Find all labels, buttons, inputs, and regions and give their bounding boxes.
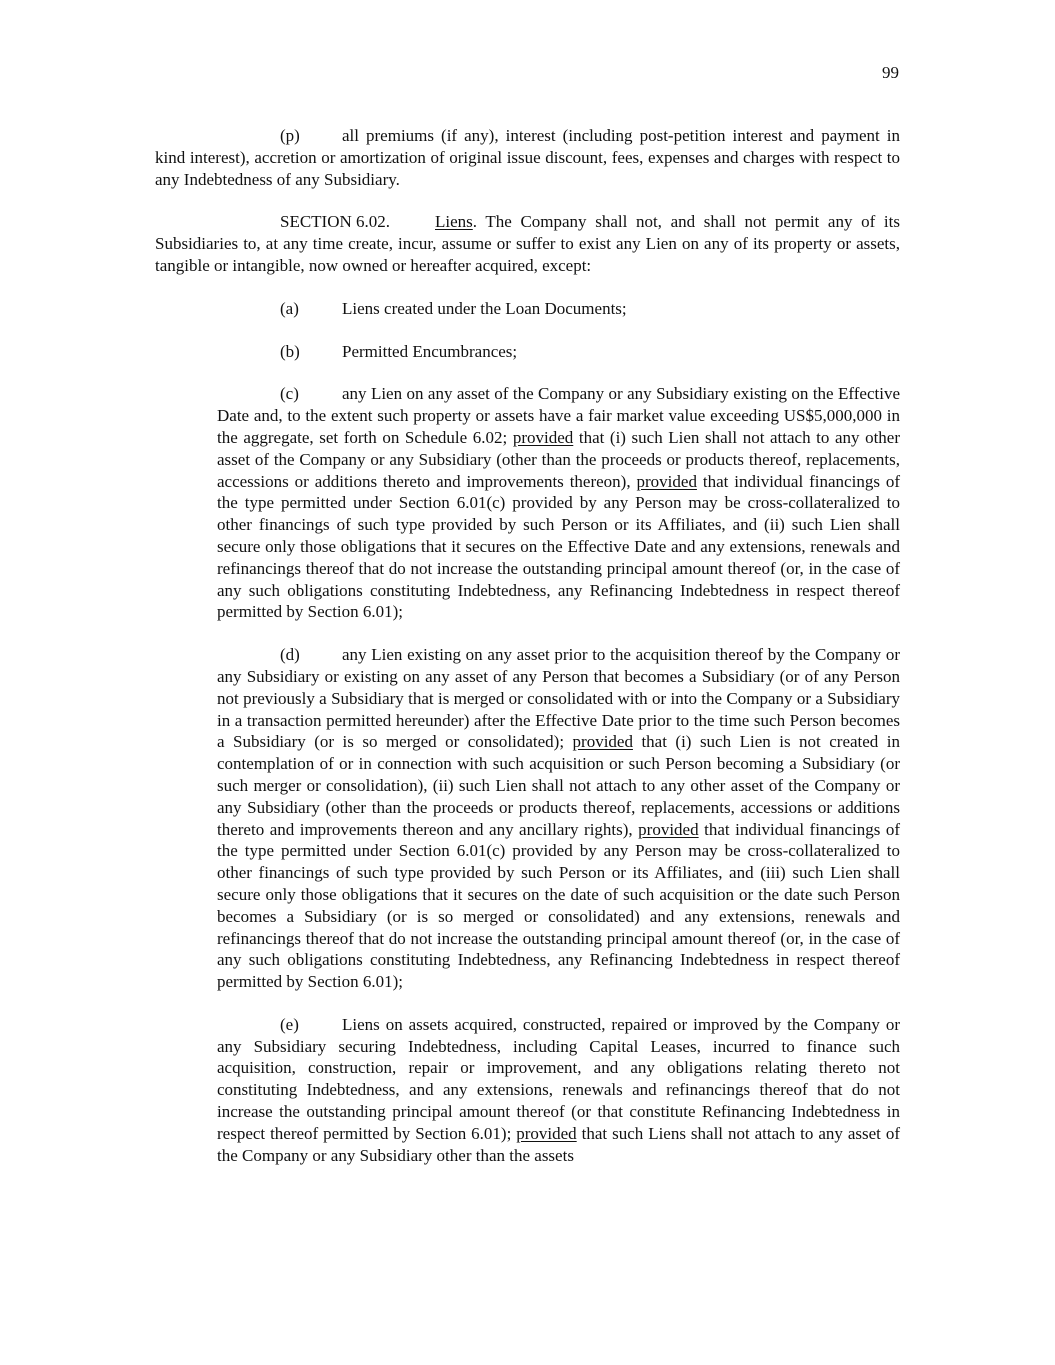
clause-e-text-2: that such Liens shall not attach to any asset of the Company or any Subsidiary other than the assets [217,1123,900,1165]
clause-d-text-1: any Lien existing on any asset prior to the acquisition thereof by the Company or any Subsidiary or existing on any asset of any Person that becomes a Subsidiary (or of any Person not previously a Subsidiary that is merged or consolidated with or into the Company or a Subsidiary in a transaction permitted hereunder) after the Effective Date prior to the time such Person becomes a Subsidiary (or is so merged or consolidated); [217,645,900,752]
clause-c-text-2: that (i) such Lien shall not attach to any other asset of the Company or any Subsidiary (other than the proceeds or products thereof, replacements, accessions or additions thereto and improvements thereon), [217,427,900,491]
section-text: . The Company shall not, and shall not permit any of its Subsidiaries to, at any time create, incur, assume or suffer to exist any Lien on any of its property or assets, tangible or intangible, now owned or hereafter acquired, except: [155,212,900,275]
document-body [155,125,900,1187]
clause-b-text: Permitted Encumbrances; [342,341,518,361]
clause-e-provided-1: provided [516,1123,577,1143]
clause-d-text-2: that (i) such Lien is not created in contemplation of or in connection with such acquisition or such Person becoming a Subsidiary (or such merger or consolidation), (ii) such Lien shall not attach to any other asset of the Company or any Subsidiary (other than the proceeds or products thereof, replacements, accessions or additions thereto and improvements thereon and any ancillary rights), [217,732,901,839]
clause-p-text: all premiums (if any), interest (including post-petition interest and payment in kind interest), accretion or amortization of original issue discount, fees, expenses and charges with respect to any Indebtedness of any Subsidiary. [155,126,900,189]
clause-d-label: (d) [280,645,300,665]
clause-c [217,383,900,623]
clause-a [280,298,900,320]
clause-e-text-1: Liens on assets acquired, constructed, repaired or improved by the Company or any Subsidiary securing Indebtedness, including Capital Leases, incurred to finance such acquisition, construction, repair or improvement, and any obligations relating thereto not constituting Indebtedness, and any extensions, renewals and refinancings thereof that do not increase the outstanding principal amount thereof (or that constitute Refinancing Indebtedness in respect thereof permitted by Section 6.01); [217,1014,900,1143]
clause-p [155,125,900,190]
clause-d [217,644,900,993]
clause-c-provided-1: provided [512,427,574,447]
clause-a-label: (a) [280,298,299,318]
clause-d-provided-1: provided [572,732,633,752]
clause-c-provided-2: provided [636,471,697,491]
clause-e [217,1014,900,1167]
section-heading: Liens [435,212,473,232]
clause-c-label: (c) [280,384,299,404]
clause-c-text-1: any Lien on any asset of the Company or any Subsidiary existing on the Effective Date and, to the extent such property or assets have a fair market value exceeding US$5,000,000 in the aggregate, set forth on Schedule 6.02; [217,384,900,447]
section-number: SECTION 6.02. [280,212,391,232]
section-6-02 [155,211,900,276]
clause-d-text-3: that individual financings of the type permitted under Section 6.01(c) provided by any Person may be cross-collateralized to other financings of such type provided by such Person or its Affiliates, and (iii) such Lien shall secure only those obligations that it secures on the date of such acquisition or the date such Person becomes a Subsidiary (or is so merged or consolidated) and any extensions, renewals and refinancings thereof that do not increase the outstanding principal amount thereof (or, in the case of any such obligations constituting Indebtedness, any Refinancing Indebtedness in respect thereof permitted by Section 6.01); [217,819,901,992]
clause-d-provided-2: provided [638,819,699,839]
clause-p-label: (p) [280,126,300,145]
clause-b-label: (b) [280,341,300,361]
page-number: 99 [882,63,899,82]
clause-a-text: Liens created under the Loan Documents; [342,298,627,318]
clause-c-text-3: that individual financings of the type permitted under Section 6.01(c) provided by any Person may be cross-collateralized to other financings of such type provided by such Person or its Affiliates, and (ii) such Lien shall secure only those obligations that it secures on the Effective Date and any extensions, renewals and refinancings thereof that do not increase the outstanding principal amount thereof (or, in the case of any such obligations constituting Indebtedness, any Refinancing Indebtedness in respect thereof permitted by Section 6.01); [217,471,900,622]
clause-b [280,341,900,363]
clause-e-label: (e) [280,1014,299,1034]
